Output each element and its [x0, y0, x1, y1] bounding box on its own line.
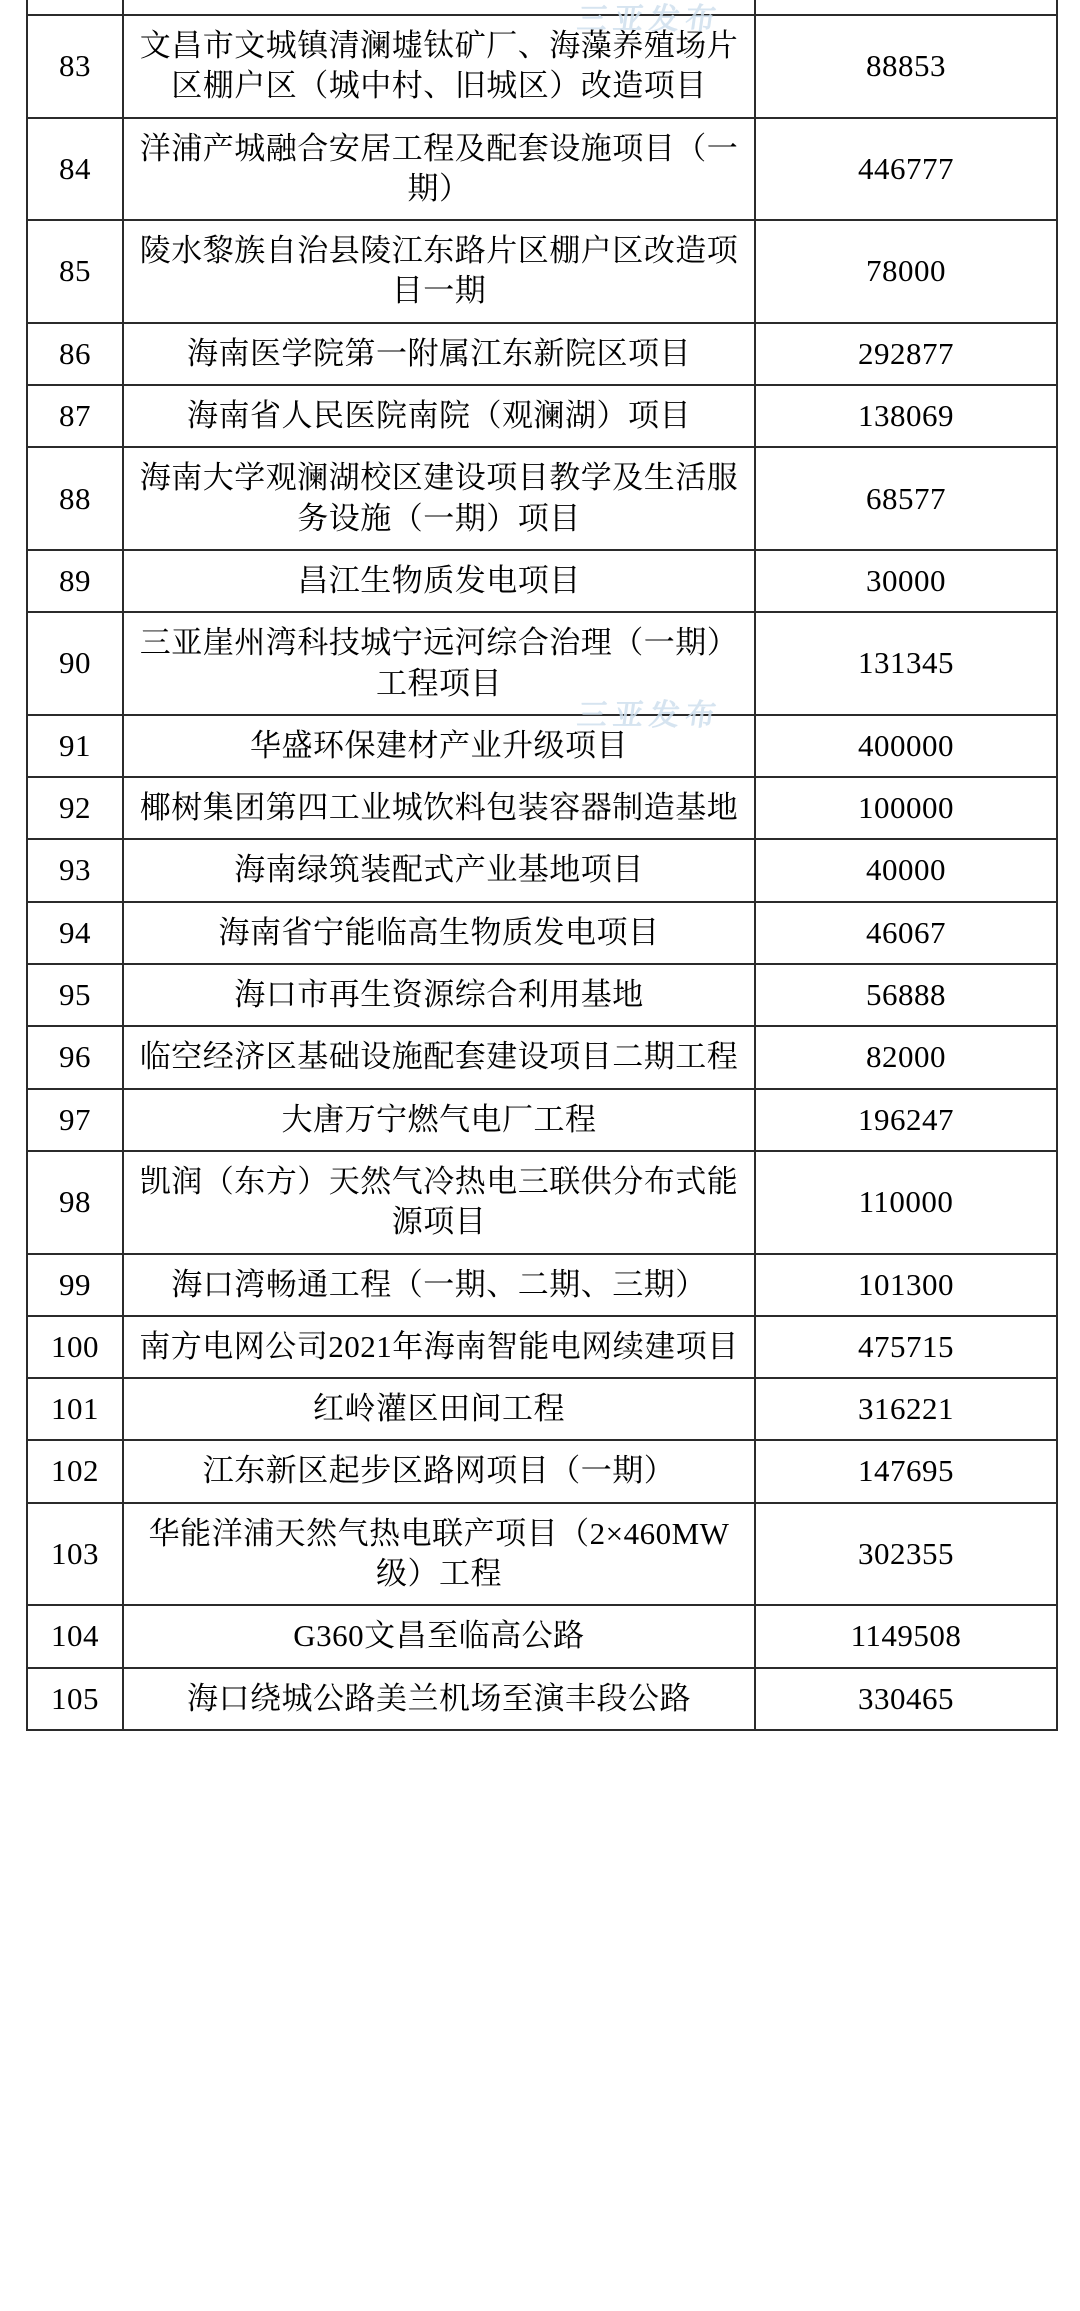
row-project-name: G360文昌至临高公路 [123, 1605, 755, 1667]
table-row [27, 964, 1057, 1026]
table-row [27, 15, 1057, 118]
row-investment-value: 46067 [755, 902, 1057, 964]
row-project-name: 华能洋浦天然气热电联产项目（2×460MW级）工程 [123, 1503, 755, 1606]
table-row [27, 1026, 1057, 1088]
row-project-name: 南方电网公司2021年海南智能电网续建项目 [123, 1316, 755, 1378]
row-investment-value: 131345 [755, 612, 1057, 715]
row-investment-value: 56888 [755, 964, 1057, 1026]
table-row [27, 550, 1057, 612]
row-project-name: 华盛环保建材产业升级项目 [123, 715, 755, 777]
table-row [27, 1316, 1057, 1378]
table-row [27, 385, 1057, 447]
row-index: 102 [27, 1440, 123, 1502]
row-project-name: 海南绿筑装配式产业基地项目 [123, 839, 755, 901]
row-project-name: 江东新区起步区路网项目（一期） [123, 1440, 755, 1502]
table-row [27, 1440, 1057, 1502]
row-investment-value: 101300 [755, 1254, 1057, 1316]
row-index: 98 [27, 1151, 123, 1254]
row-index: 89 [27, 550, 123, 612]
row-index: 87 [27, 385, 123, 447]
project-investment-table [26, 0, 1058, 1731]
table-row [27, 1503, 1057, 1606]
row-project-name: 洋浦产城融合安居工程及配套设施项目（一期） [123, 118, 755, 221]
table-row-clipped [27, 0, 1057, 15]
row-index: 96 [27, 1026, 123, 1088]
row-investment-value: 138069 [755, 385, 1057, 447]
row-project-name: 大唐万宁燃气电厂工程 [123, 1089, 755, 1151]
row-project-name: 凯润（东方）天然气冷热电三联供分布式能源项目 [123, 1151, 755, 1254]
table-row [27, 118, 1057, 221]
row-investment-value: 110000 [755, 1151, 1057, 1254]
row-index: 100 [27, 1316, 123, 1378]
row-investment-value: 330465 [755, 1668, 1057, 1730]
row-index: 104 [27, 1605, 123, 1667]
table-row [27, 1668, 1057, 1730]
row-project-name: 临空经济区基础设施配套建设项目二期工程 [123, 1026, 755, 1088]
row-investment-value: 147695 [755, 1440, 1057, 1502]
table-row [27, 323, 1057, 385]
row-investment-value: 446777 [755, 118, 1057, 221]
table-body [27, 0, 1057, 1730]
table-row [27, 220, 1057, 323]
row-investment-value: 400000 [755, 715, 1057, 777]
row-index: 88 [27, 447, 123, 550]
row-project-name: 海南大学观澜湖校区建设项目教学及生活服务设施（一期）项目 [123, 447, 755, 550]
row-index: 99 [27, 1254, 123, 1316]
clipped-cell-value [755, 0, 1057, 15]
watermark-middle: 三亚发布 [575, 699, 724, 732]
row-project-name: 红岭灌区田间工程 [123, 1378, 755, 1440]
row-project-name: 海口市再生资源综合利用基地 [123, 964, 755, 1026]
row-index: 101 [27, 1378, 123, 1440]
row-investment-value: 1149508 [755, 1605, 1057, 1667]
row-index: 97 [27, 1089, 123, 1151]
table-row [27, 902, 1057, 964]
table-row [27, 1254, 1057, 1316]
row-project-name: 文昌市文城镇清澜墟钛矿厂、海藻养殖场片区棚户区（城中村、旧城区）改造项目 [123, 15, 755, 118]
row-index: 103 [27, 1503, 123, 1606]
table-row [27, 777, 1057, 839]
table-row [27, 839, 1057, 901]
row-investment-value: 100000 [755, 777, 1057, 839]
table-row [27, 1605, 1057, 1667]
table-row [27, 1089, 1057, 1151]
clipped-cell-index [27, 0, 123, 15]
row-project-name: 三亚崖州湾科技城宁远河综合治理（一期）工程项目 [123, 612, 755, 715]
row-investment-value: 68577 [755, 447, 1057, 550]
table-row [27, 1151, 1057, 1254]
row-investment-value: 302355 [755, 1503, 1057, 1606]
row-project-name: 海南省人民医院南院（观澜湖）项目 [123, 385, 755, 447]
row-investment-value: 316221 [755, 1378, 1057, 1440]
table-row [27, 1378, 1057, 1440]
row-project-name: 海南医学院第一附属江东新院区项目 [123, 323, 755, 385]
row-index: 93 [27, 839, 123, 901]
table-row [27, 612, 1057, 715]
row-project-name: 海口湾畅通工程（一期、二期、三期） [123, 1254, 755, 1316]
row-index: 92 [27, 777, 123, 839]
row-investment-value: 196247 [755, 1089, 1057, 1151]
row-project-name: 海口绕城公路美兰机场至演丰段公路 [123, 1668, 755, 1730]
row-project-name: 海南省宁能临高生物质发电项目 [123, 902, 755, 964]
row-index: 83 [27, 15, 123, 118]
row-investment-value: 78000 [755, 220, 1057, 323]
row-project-name: 昌江生物质发电项目 [123, 550, 755, 612]
row-index: 94 [27, 902, 123, 964]
row-index: 105 [27, 1668, 123, 1730]
table-row [27, 715, 1057, 777]
watermark-top: 三亚发布 [575, 3, 724, 36]
row-project-name: 陵水黎族自治县陵江东路片区棚户区改造项目一期 [123, 220, 755, 323]
row-index: 91 [27, 715, 123, 777]
row-investment-value: 30000 [755, 550, 1057, 612]
table-row [27, 447, 1057, 550]
row-investment-value: 292877 [755, 323, 1057, 385]
row-investment-value: 82000 [755, 1026, 1057, 1088]
row-index: 90 [27, 612, 123, 715]
row-investment-value: 475715 [755, 1316, 1057, 1378]
row-investment-value: 40000 [755, 839, 1057, 901]
row-index: 95 [27, 964, 123, 1026]
row-index: 86 [27, 323, 123, 385]
row-index: 84 [27, 118, 123, 221]
row-project-name: 椰树集团第四工业城饮料包装容器制造基地 [123, 777, 755, 839]
row-investment-value: 88853 [755, 15, 1057, 118]
row-index: 85 [27, 220, 123, 323]
clipped-cell-name [123, 0, 755, 15]
